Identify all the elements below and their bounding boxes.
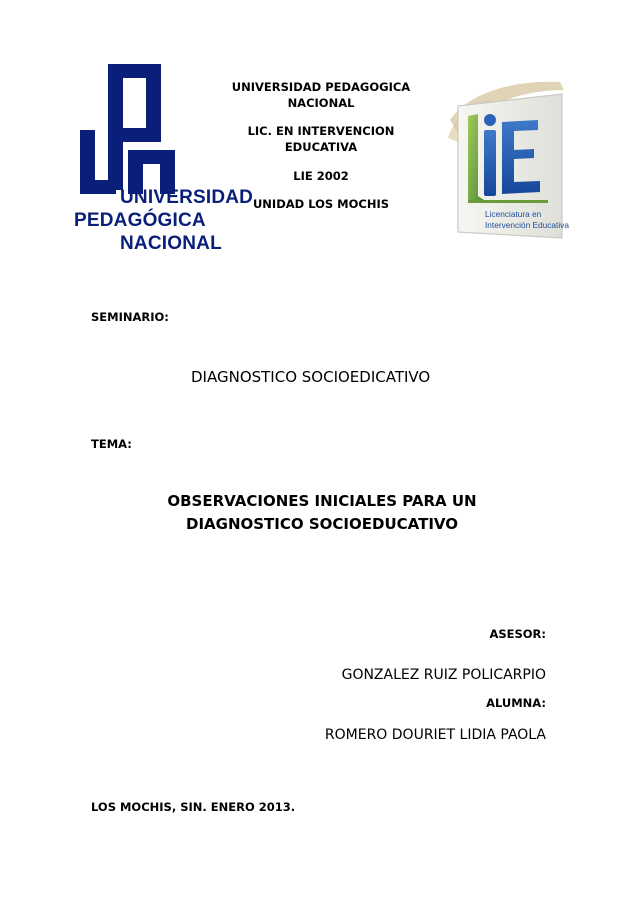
upn-logo-word-3: NACIONAL bbox=[120, 233, 222, 254]
upn-monogram-icon bbox=[74, 58, 224, 198]
lie-caption-line-2: Intervención Educativa bbox=[485, 220, 569, 230]
upn-logo-word-2: PEDAGÓGICA bbox=[74, 210, 206, 231]
seminar-value: DIAGNOSTICO SOCIOEDICATIVO bbox=[191, 368, 431, 386]
advisor-label: ASESOR: bbox=[489, 627, 546, 641]
topic-label: TEMA: bbox=[91, 437, 132, 451]
topic-title-line-2: DIAGNOSTICO SOCIOEDUCATIVO bbox=[186, 515, 458, 533]
program-name-line-1: LIC. EN INTERVENCION bbox=[247, 124, 395, 138]
upn-logo bbox=[74, 58, 254, 254]
university-name-line-2: NACIONAL bbox=[287, 96, 355, 110]
seminar-label: SEMINARIO: bbox=[91, 310, 169, 324]
place-and-date: LOS MOCHIS, SIN. ENERO 2013. bbox=[91, 800, 296, 814]
lie-caption-line-1: Licenciatura en bbox=[485, 209, 542, 219]
topic-title-line-1: OBSERVACIONES INICIALES PARA UN bbox=[167, 492, 477, 510]
university-name-line-1: UNIVERSIDAD PEDAGOGICA bbox=[231, 80, 411, 94]
student-label: ALUMNA: bbox=[486, 696, 546, 710]
student-name: ROMERO DOURIET LIDIA PAOLA bbox=[324, 727, 546, 743]
campus-unit: UNIDAD LOS MOCHIS bbox=[252, 197, 390, 211]
program-plan: LIE 2002 bbox=[293, 169, 349, 183]
upn-logo-word-1: UNIVERSIDAD bbox=[120, 187, 254, 208]
program-name-line-2: EDUCATIVA bbox=[284, 140, 358, 154]
lie-logo bbox=[448, 76, 574, 246]
advisor-name: GONZALEZ RUIZ POLICARPIO bbox=[341, 667, 546, 683]
